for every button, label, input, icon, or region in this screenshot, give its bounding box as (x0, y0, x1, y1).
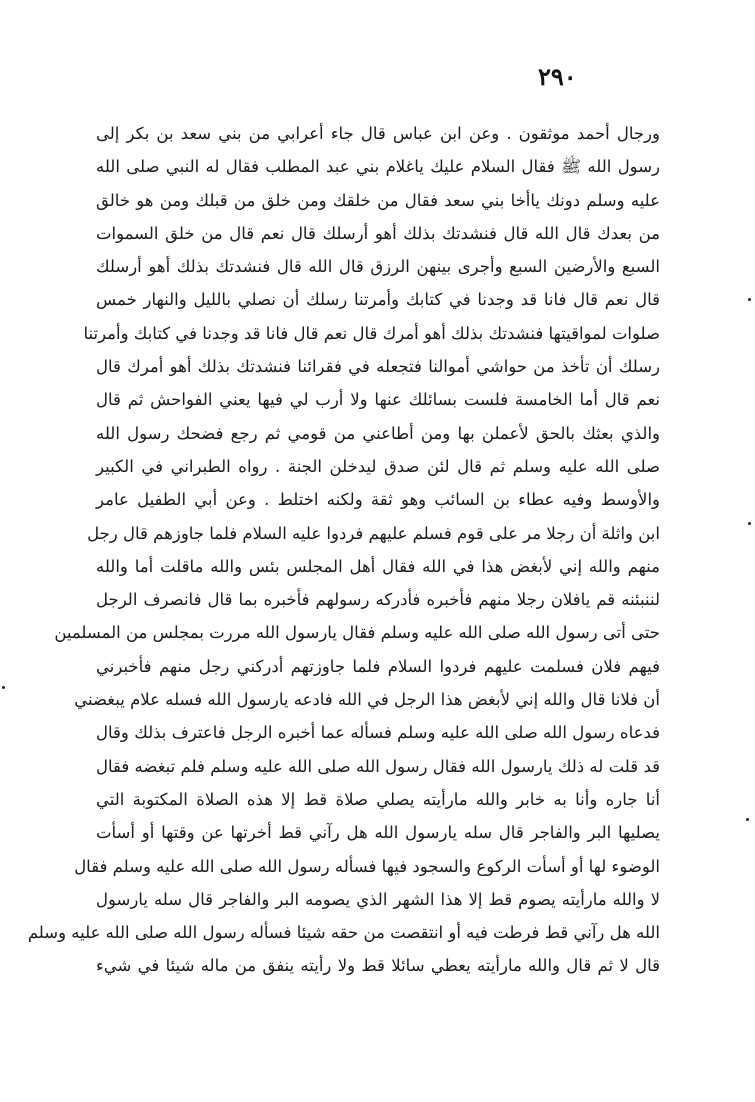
text-line-6: قال نعم قال فانا قد وجدنا في كتابك وأمرتنا رسلك أن نصلي بالليل والنهار خمس (96, 290, 660, 310)
text-line-9: نعم قال أما الخامسة فلست بسائلك عنها ولا أرب لي فيها يعني الفواحش ثم قال (96, 390, 660, 410)
scan-speck (748, 298, 751, 301)
text-line-11: صلى الله عليه وسلم ثم قال لئن صدق ليدخلن الجنة . رواه الطبراني في الكبير (96, 456, 660, 476)
text-line-3: عليه وسلم دونك ياأخا بني سعد فقال من خلقك ومن خلق من قبلك ومن هو خالق (96, 190, 660, 210)
text-line-16: حتى أتى رسول الله صلى الله عليه وسلم فقال يارسول الله مررت بمجلس من المسلمين (54, 623, 660, 643)
text-line-23: الوضوء لها أو أسأت الركوع والسجود فيها فسأله رسول الله صلى الله عليه وسلم فقال (74, 856, 660, 876)
text-line-14: منهم والله إني لأبغض هذا في الله فقال أهل المجلس بئس والله ماقلت أما والله (96, 556, 660, 576)
body-text (27, 117, 660, 983)
text-line-13: ابن واثلة أن رجلا مر على قوم فسلم عليهم فردوا عليه السلام فلما جاوزهم قال رجل (87, 523, 660, 543)
scan-speck (2, 686, 5, 689)
text-line-26: قال لا ثم قال والله مارأيته يعطي سائلا قط ولا رأيته ينفق من ماله شيئا في شيء (96, 956, 660, 976)
text-line-17: فيهم فلان فسلمت عليهم فردوا السلام فلما جاوزتهم أدركني رجل منهم فأخبرني (96, 656, 660, 676)
scan-speck (746, 818, 749, 821)
text-line-15: لننبئنه قم يافلان رجلا منهم فأخبره فأدركه رسولهم فأخبره بما قال فانصرف الرجل (96, 590, 660, 610)
text-line-7: صلوات لمواقيتها فنشدتك بذلك أهو أمرك قال نعم قال فانا قد وجدنا في كتابك وأمرتنا (83, 323, 660, 343)
text-line-2: رسول الله ﷺ فقال السلام عليك ياغلام بني عبد المطلب فقال له النبي صلى الله (96, 157, 660, 177)
text-line-22: يصليها البر والفاجر قال سله يارسول الله هل رآني قط أخرتها عن وقتها أو أسأت (96, 823, 660, 843)
text-line-5: السبع والأرضين السبع وأجرى بينهن الرزق قال الله قال فنشدتك بذلك أهو أرسلك (96, 257, 660, 277)
text-line-19: فدعاه رسول الله صلى الله عليه وسلم فسأله عما أخبره الرجل فاعترف بذلك وقال (96, 723, 660, 743)
text-line-12: والأوسط وفيه عطاء بن السائب وهو ثقة ولكنه اختلط . وعن أبي الطفيل عامر (96, 490, 660, 510)
text-line-20: قد قلت له ذلك يارسول الله فقال رسول الله صلى الله عليه وسلم فلم تبغضه فقال (96, 756, 660, 776)
text-line-24: لا والله مارأيته يصوم قط إلا هذا الشهر الذي يصومه البر والفاجر قال سله يارسول (96, 889, 660, 909)
text-line-8: رسلك أن تأخذ من حواشي أموالنا فتجعله في فقرائنا فنشدتك بذلك أهو أمرك قال (96, 357, 660, 377)
scan-speck (748, 522, 751, 525)
text-line-18: أن فلانا قال والله إني لأبغض هذا الرجل في الله فادعه يارسول الله فسله علام يبغضني (74, 690, 660, 710)
text-line-4: من بعدك قال الله قال فنشدتك بذلك أهو أرسلك قال نعم قال من خلق السموات (96, 223, 660, 243)
text-line-10: والذي بعثك بالحق لأعملن بها ومن أطاعني من قومي ثم رجع فضحك رسول الله (96, 423, 660, 443)
text-line-1: ورجال أحمد موثقون . وعن ابن عباس قال جاء أعرابي من بني سعد بن بكر إلى (96, 124, 660, 143)
text-line-21: أنا جاره وأنا به خابر والله مارأيته يصلي صلاة قط إلا هذه الصلاة المكتوبة التي (96, 789, 660, 809)
page-number: ٢٩٠ (538, 62, 577, 91)
text-line-25: الله هل رآني قط فرطت فيه أو انتقصت من حقه شيئا فسأله رسول الله صلى الله عليه وسلم (27, 923, 660, 943)
